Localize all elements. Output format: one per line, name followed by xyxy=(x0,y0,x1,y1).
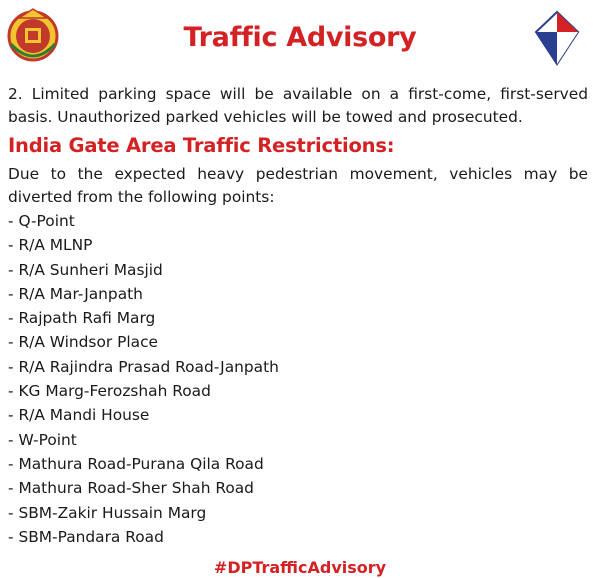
list-item: - Rajpath Rafi Marg xyxy=(8,309,156,328)
list-item: - R/A Windsor Place xyxy=(8,333,158,352)
parking-notice: 2. Limited parking space will be available on a first-come, first-served basis. Unauthorized parked vehicles will be towed and prosecuted. xyxy=(8,85,588,126)
list-item: - W-Point xyxy=(8,430,77,449)
list-item: - SBM-Pandara Road xyxy=(8,527,164,546)
list-item: - SBM-Zakir Hussain Marg xyxy=(8,503,207,522)
list-item: - KG Marg-Ferozshah Road xyxy=(8,382,211,401)
list-item: - Mathura Road-Purana Qila Road xyxy=(8,454,264,473)
list-item: - R/A MLNP xyxy=(8,236,93,255)
list-item: - Mathura Road-Sher Shah Road xyxy=(8,479,254,498)
list-item: - R/A Rajindra Prasad Road-Janpath xyxy=(8,357,279,376)
page-title: Traffic Advisory xyxy=(183,22,417,53)
section-heading: India Gate Area Traffic Restrictions: xyxy=(8,134,395,157)
section-intro: Due to the expected heavy pedestrian movement, vehicles may be diverted from the following points: xyxy=(8,165,588,206)
traffic-police-delhi-badge-icon xyxy=(534,10,580,66)
header xyxy=(0,0,600,78)
list-item: - R/A Sunheri Masjid xyxy=(8,260,163,279)
advisory-body xyxy=(8,83,588,549)
diversion-points-list xyxy=(8,209,588,549)
hashtag-footer: #DPTrafficAdvisory xyxy=(213,558,387,577)
list-item: - R/A Mandi House xyxy=(8,406,150,425)
list-item: - Q-Point xyxy=(8,212,75,230)
list-item: - R/A Mar-Janpath xyxy=(8,284,143,303)
